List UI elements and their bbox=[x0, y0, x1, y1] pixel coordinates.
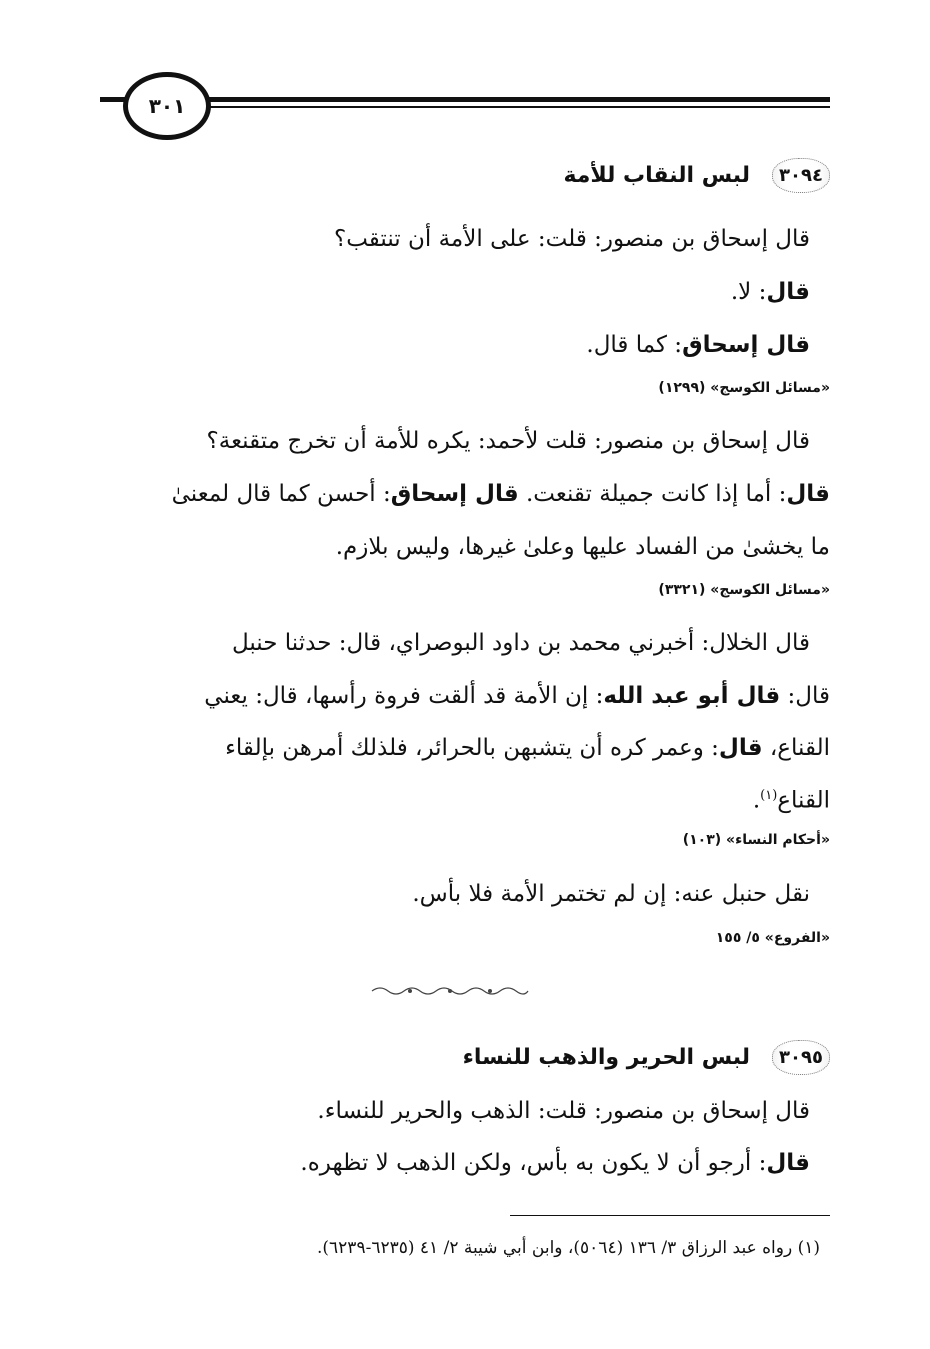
ornament-divider bbox=[370, 985, 530, 995]
line-text: قال إسحاق بن منصور: قلت لأحمد: يكره للأمة أن تخرج متقنعة؟ bbox=[206, 428, 810, 454]
speaker-label: قال bbox=[766, 279, 810, 305]
paragraph-line bbox=[100, 737, 830, 760]
speaker-label: قال إسحاق bbox=[682, 332, 810, 358]
section-number-badge: ٣٠٩٤ bbox=[772, 158, 830, 193]
paragraph-line bbox=[100, 685, 830, 708]
source-citation: «مسائل الكوسج» (٣٣٢١) bbox=[658, 582, 830, 598]
header-rule-right bbox=[200, 97, 830, 102]
section-title: لبس النقاب للأمة bbox=[563, 163, 751, 188]
paragraph-line bbox=[207, 430, 810, 453]
section-heading-3095 bbox=[463, 1040, 830, 1075]
section-number-badge: ٣٠٩٥ bbox=[772, 1040, 830, 1075]
footnote: (١) رواه عبد الرزاق ٣/ ١٣٦ (٥٠٦٤)، وابن أبي شيبة ٢/ ٤١ (٦٢٣٥-٦٢٣٩). bbox=[317, 1238, 820, 1258]
speaker-label: قال أبو عبد الله bbox=[603, 683, 781, 709]
line-text: : كما قال. bbox=[586, 332, 683, 358]
line-text: : إن الأمة قد ألقت فروة رأسها، قال: يعني bbox=[204, 683, 604, 709]
section-heading-3094 bbox=[563, 158, 830, 193]
footnote-rule bbox=[510, 1215, 830, 1216]
paragraph-line bbox=[412, 883, 810, 906]
paragraph-line bbox=[100, 483, 830, 506]
line-text: قال الخلال: أخبرني محمد بن داود البوصراي، قال: حدثنا حنبل bbox=[231, 630, 810, 656]
line-text: : أحسن كما قال لمعنىٰ bbox=[171, 481, 391, 507]
paragraph-line bbox=[731, 281, 810, 304]
paragraph-line bbox=[232, 632, 810, 655]
line-text: : أما إذا كانت جميلة تقنعت. bbox=[518, 481, 787, 507]
speaker-label: قال bbox=[786, 481, 830, 507]
paragraph-line bbox=[586, 334, 810, 357]
line-text: نقل حنبل عنه: إن لم تختمر الأمة فلا بأس. bbox=[412, 881, 810, 907]
source-citation: «مسائل الكوسج» (١٢٩٩) bbox=[658, 380, 830, 396]
line-text: : لا. bbox=[730, 279, 767, 305]
line-text: قال إسحاق بن منصور: قلت: الذهب والحرير للنساء. bbox=[317, 1098, 810, 1124]
paragraph-line bbox=[334, 228, 810, 251]
footnote-marker: (١) bbox=[760, 788, 778, 803]
speaker-label: قال إسحاق bbox=[390, 481, 519, 507]
line-text: قال إسحاق بن منصور: قلت: على الأمة أن تنتقب؟ bbox=[333, 226, 810, 252]
source-citation: «الفروع» ٥/ ١٥٥ bbox=[715, 930, 830, 946]
speaker-label: قال bbox=[718, 735, 763, 761]
page-number bbox=[123, 72, 211, 140]
line-text: القناع bbox=[777, 787, 830, 814]
line-text: القناع، bbox=[762, 735, 830, 761]
page-number-text: ٣٠١ bbox=[148, 94, 186, 118]
line-text: : أرجو أن لا يكون به بأس، ولكن الذهب لا تظهره. bbox=[300, 1150, 767, 1176]
paragraph-line bbox=[336, 536, 830, 559]
line-text: قال: bbox=[780, 683, 830, 709]
header-rule-thin bbox=[200, 106, 830, 108]
line-text: . bbox=[752, 787, 761, 814]
speaker-label: قال bbox=[766, 1150, 810, 1176]
ornament-icon bbox=[370, 985, 530, 997]
section-title: لبس الحرير والذهب للنساء bbox=[462, 1045, 751, 1070]
line-text: ما يخشىٰ من الفساد عليها وعلىٰ غيرها، وليس بلازم. bbox=[335, 534, 830, 560]
line-text: : وعمر كره أن يتشبهن بالحرائر، فلذلك أمرهن بإلقاء bbox=[225, 735, 719, 761]
source-citation: «أحكام النساء» (١٠٣) bbox=[682, 832, 830, 848]
paragraph-line bbox=[753, 789, 830, 813]
paragraph-line bbox=[317, 1100, 810, 1123]
paragraph-line bbox=[300, 1152, 810, 1175]
